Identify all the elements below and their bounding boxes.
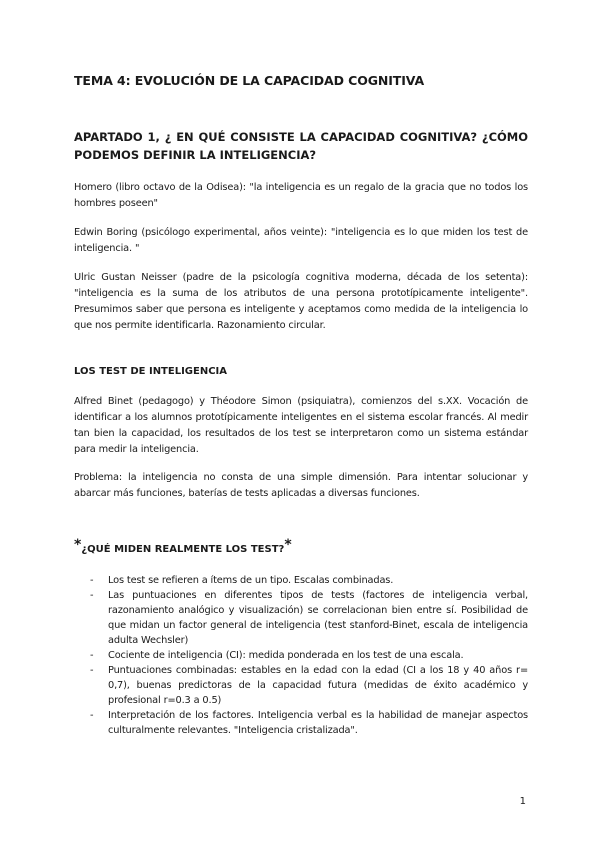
list-item-text: Las puntuaciones en diferentes tipos de tests (factores de inteligencia verbal, razonamiento analógico y visualización) se correlacionan bien entre sí. Posibilidad de que midan un factor general de inteligencia (test stanford-Binet, escala de inteligencia adulta Wechsler) xyxy=(108,590,528,646)
list-item-text: Cociente de inteligencia (CI): medida ponderada en los test de una escala. xyxy=(108,650,464,661)
page-title: TEMA 4: EVOLUCIÓN DE LA CAPACIDAD COGNITIVA xyxy=(74,73,425,88)
section3-heading xyxy=(74,537,292,555)
bullet-dash: - xyxy=(90,650,94,661)
section1-heading: APARTADO 1, ¿ EN QUÉ CONSISTE LA CAPACIDAD COGNITIVA? ¿CÓMO PODEMOS DEFINIR LA INTELIGENCIA? xyxy=(74,130,528,162)
bullet-dash: - xyxy=(90,575,94,586)
list-item-text: Interpretación de los factores. Inteligencia verbal es la habilidad de manejar aspectos culturalmente relevantes. "Inteligencia cristalizada". xyxy=(108,710,528,736)
list-item xyxy=(74,588,528,648)
section2-heading: LOS TEST DE INTELIGENCIA xyxy=(74,366,228,377)
list-item xyxy=(74,573,528,588)
asterisk-mark: * xyxy=(284,537,292,553)
paragraph-problema: Problema: la inteligencia no consta de una simple dimensión. Para intentar solucionar y abarcar más funciones, baterías de tests aplicadas a diversas funciones. xyxy=(74,472,528,499)
list-item xyxy=(74,708,528,738)
section3-heading-text: ¿QUÉ MIDEN REALMENTE LOS TEST? xyxy=(81,544,285,555)
paragraph-neisser: Ulric Gustan Neisser (padre de la psicología cognitiva moderna, década de los setenta): "inteligencia es la suma de los atributos de una persona prototípicamente inteligente". Presumimos saber que persona es inteligente y aceptamos como medida de la inteligencia lo que nos permite identificarla. Razonamiento circular. xyxy=(74,272,528,331)
paragraph-binet: Alfred Binet (pedagogo) y Théodore Simon (psiquiatra), comienzos del s.XX. Vocación de identificar a los alumnos prototípicamente inteligentes en el sistema escolar francés. Al medir tan bien la capacidad, los resultados de los test se interpretaron como un sistema estándar para medir la inteligencia. xyxy=(74,396,528,455)
list-item-text: Puntuaciones combinadas: estables en la edad con la edad (CI a los 18 y 40 años r= 0,7), buenas predictoras de la capacidad futura (medidas de éxito académico y profesional r=0.3 a 0.5) xyxy=(108,665,528,706)
bullet-dash: - xyxy=(90,710,94,721)
bullet-dash: - xyxy=(90,665,94,676)
list-item xyxy=(74,648,528,663)
bullet-dash: - xyxy=(90,590,94,601)
list-item-text: Los test se refieren a ítems de un tipo. Escalas combinadas. xyxy=(108,575,394,586)
paragraph-boring: Edwin Boring (psicólogo experimental, años veinte): "inteligencia es lo que miden los test de inteligencia. " xyxy=(74,227,528,254)
page-number: 1 xyxy=(519,796,526,807)
list-item xyxy=(74,663,528,708)
paragraph-homero: Homero (libro octavo de la Odisea): "la inteligencia es un regalo de la gracia que no todos los hombres poseen" xyxy=(74,182,528,209)
bullet-list xyxy=(74,573,528,738)
asterisk-mark: * xyxy=(74,537,82,553)
